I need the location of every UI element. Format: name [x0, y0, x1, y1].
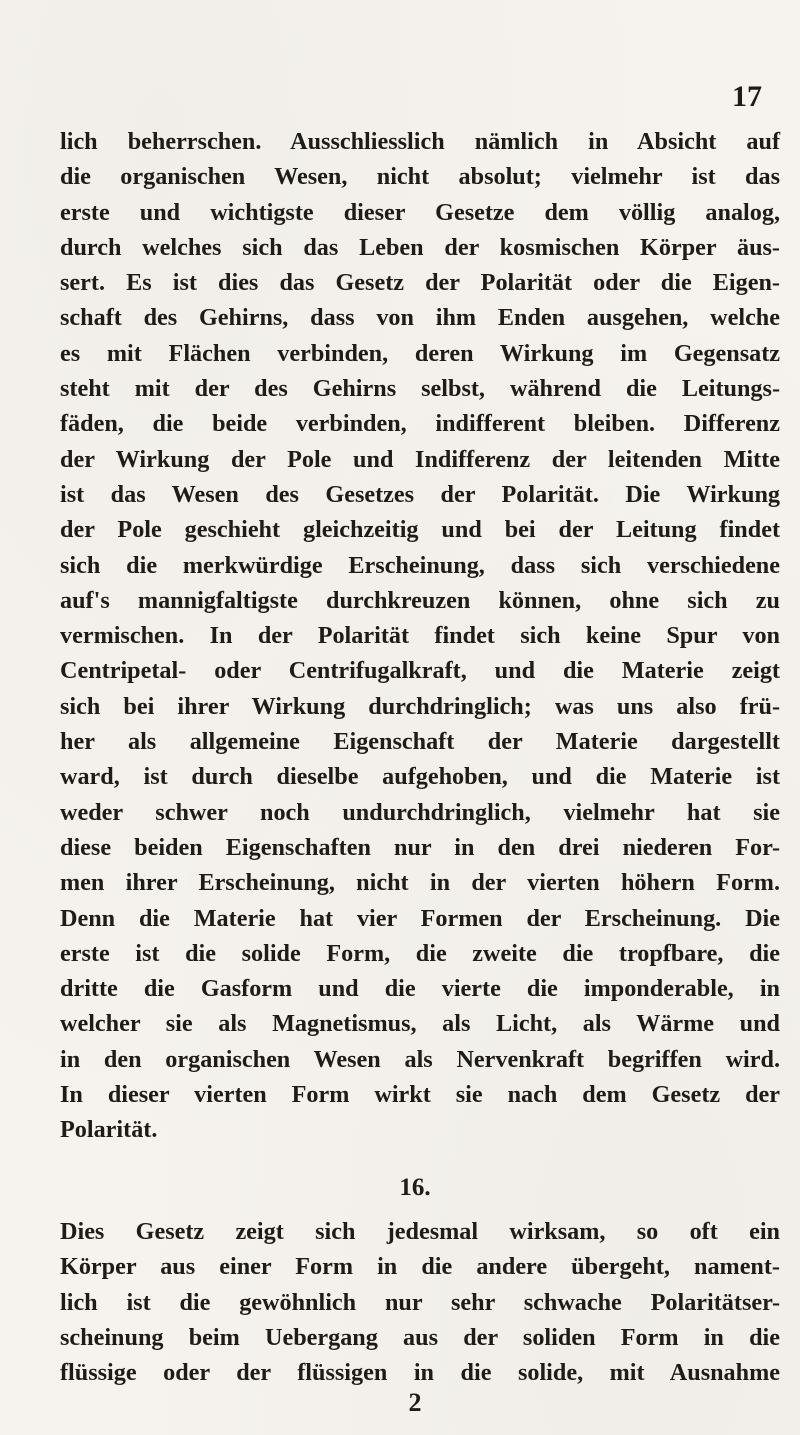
text-line: her als allgemeine Eigenschaft der Materie dargestellt — [60, 728, 780, 756]
text-line: der Wirkung der Pole und Indifferenz der leitenden Mitte — [60, 445, 780, 473]
text-line: erste ist die solide Form, die zweite die tropfbare, die — [60, 939, 780, 967]
text-line: welcher sie als Magnetismus, als Licht, als Wärme und — [60, 1010, 780, 1038]
page-number: 17 — [732, 80, 762, 113]
text-line: sich bei ihrer Wirkung durchdringlich; was uns also frü- — [60, 692, 780, 720]
text-line: vermischen. In der Polarität findet sich keine Spur von — [60, 622, 780, 650]
text-line: sich die merkwürdige Erscheinung, dass sich verschiedene — [60, 551, 780, 579]
text-line: erste und wichtigste dieser Gesetze dem völlig analog, — [60, 198, 780, 226]
paragraph-2 — [60, 1214, 780, 1390]
text-line: durch welches sich das Leben der kosmischen Körper äus- — [60, 233, 780, 261]
text-line: der Pole geschieht gleichzeitig und bei der Leitung findet — [60, 516, 780, 544]
text-line: scheinung beim Uebergang aus der soliden Form in die — [60, 1323, 780, 1351]
text-line: steht mit der des Gehirns selbst, während die Leitungs- — [60, 375, 780, 403]
text-line: weder schwer noch undurchdringlich, vielmehr hat sie — [60, 798, 780, 826]
text-line: ist das Wesen des Gesetzes der Polarität. Die Wirkung — [60, 480, 780, 508]
text-line: ward, ist durch dieselbe aufgehoben, und die Materie ist — [60, 763, 780, 791]
text-line: Dies Gesetz zeigt sich jedesmal wirksam, so oft ein — [60, 1218, 780, 1245]
text-line: es mit Flächen verbinden, deren Wirkung im Gegensatz — [60, 339, 780, 367]
text-line: Centripetal- oder Centrifugalkraft, und die Materie zeigt — [60, 657, 780, 685]
text-line: flüssige oder der flüssigen in die solide, mit Ausnahme — [60, 1359, 780, 1387]
text-line: In dieser vierten Form wirkt sie nach dem Gesetz der — [60, 1081, 780, 1109]
text-line: Körper aus einer Form in die andere übergeht, nament- — [60, 1253, 780, 1281]
text-line: Polarität. — [60, 1116, 158, 1144]
text-line: fäden, die beide verbinden, indifferent bleiben. Differenz — [60, 410, 780, 438]
text-line: men ihrer Erscheinung, nicht in der vierten höhern Form. — [60, 869, 780, 897]
text-line: lich beherrschen. Ausschliesslich nämlich in Absicht auf — [60, 128, 780, 155]
text-line: in den organischen Wesen als Nervenkraft begriffen wird. — [60, 1045, 780, 1073]
text-line: diese beiden Eigenschaften nur in den drei niederen For- — [60, 833, 780, 861]
section-number: 16. — [399, 1174, 431, 1201]
text-line: die organischen Wesen, nicht absolut; vielmehr ist das — [60, 163, 780, 191]
text-line: lich ist die gewöhnlich nur sehr schwache Polaritätser- — [60, 1288, 780, 1316]
text-line: Denn die Materie hat vier Formen der Erscheinung. Die — [60, 904, 780, 932]
text-line: sert. Es ist dies das Gesetz der Polarität oder die Eigen- — [60, 269, 780, 297]
signature-mark: 2 — [408, 1388, 422, 1417]
text-line: schaft des Gehirns, dass von ihm Enden ausgehen, welche — [60, 304, 780, 332]
paragraph-1 — [60, 124, 780, 1148]
text-line: dritte die Gasform und die vierte die imponderable, in — [60, 975, 780, 1003]
text-line: auf's mannigfaltigste durchkreuzen können, ohne sich zu — [60, 586, 780, 614]
